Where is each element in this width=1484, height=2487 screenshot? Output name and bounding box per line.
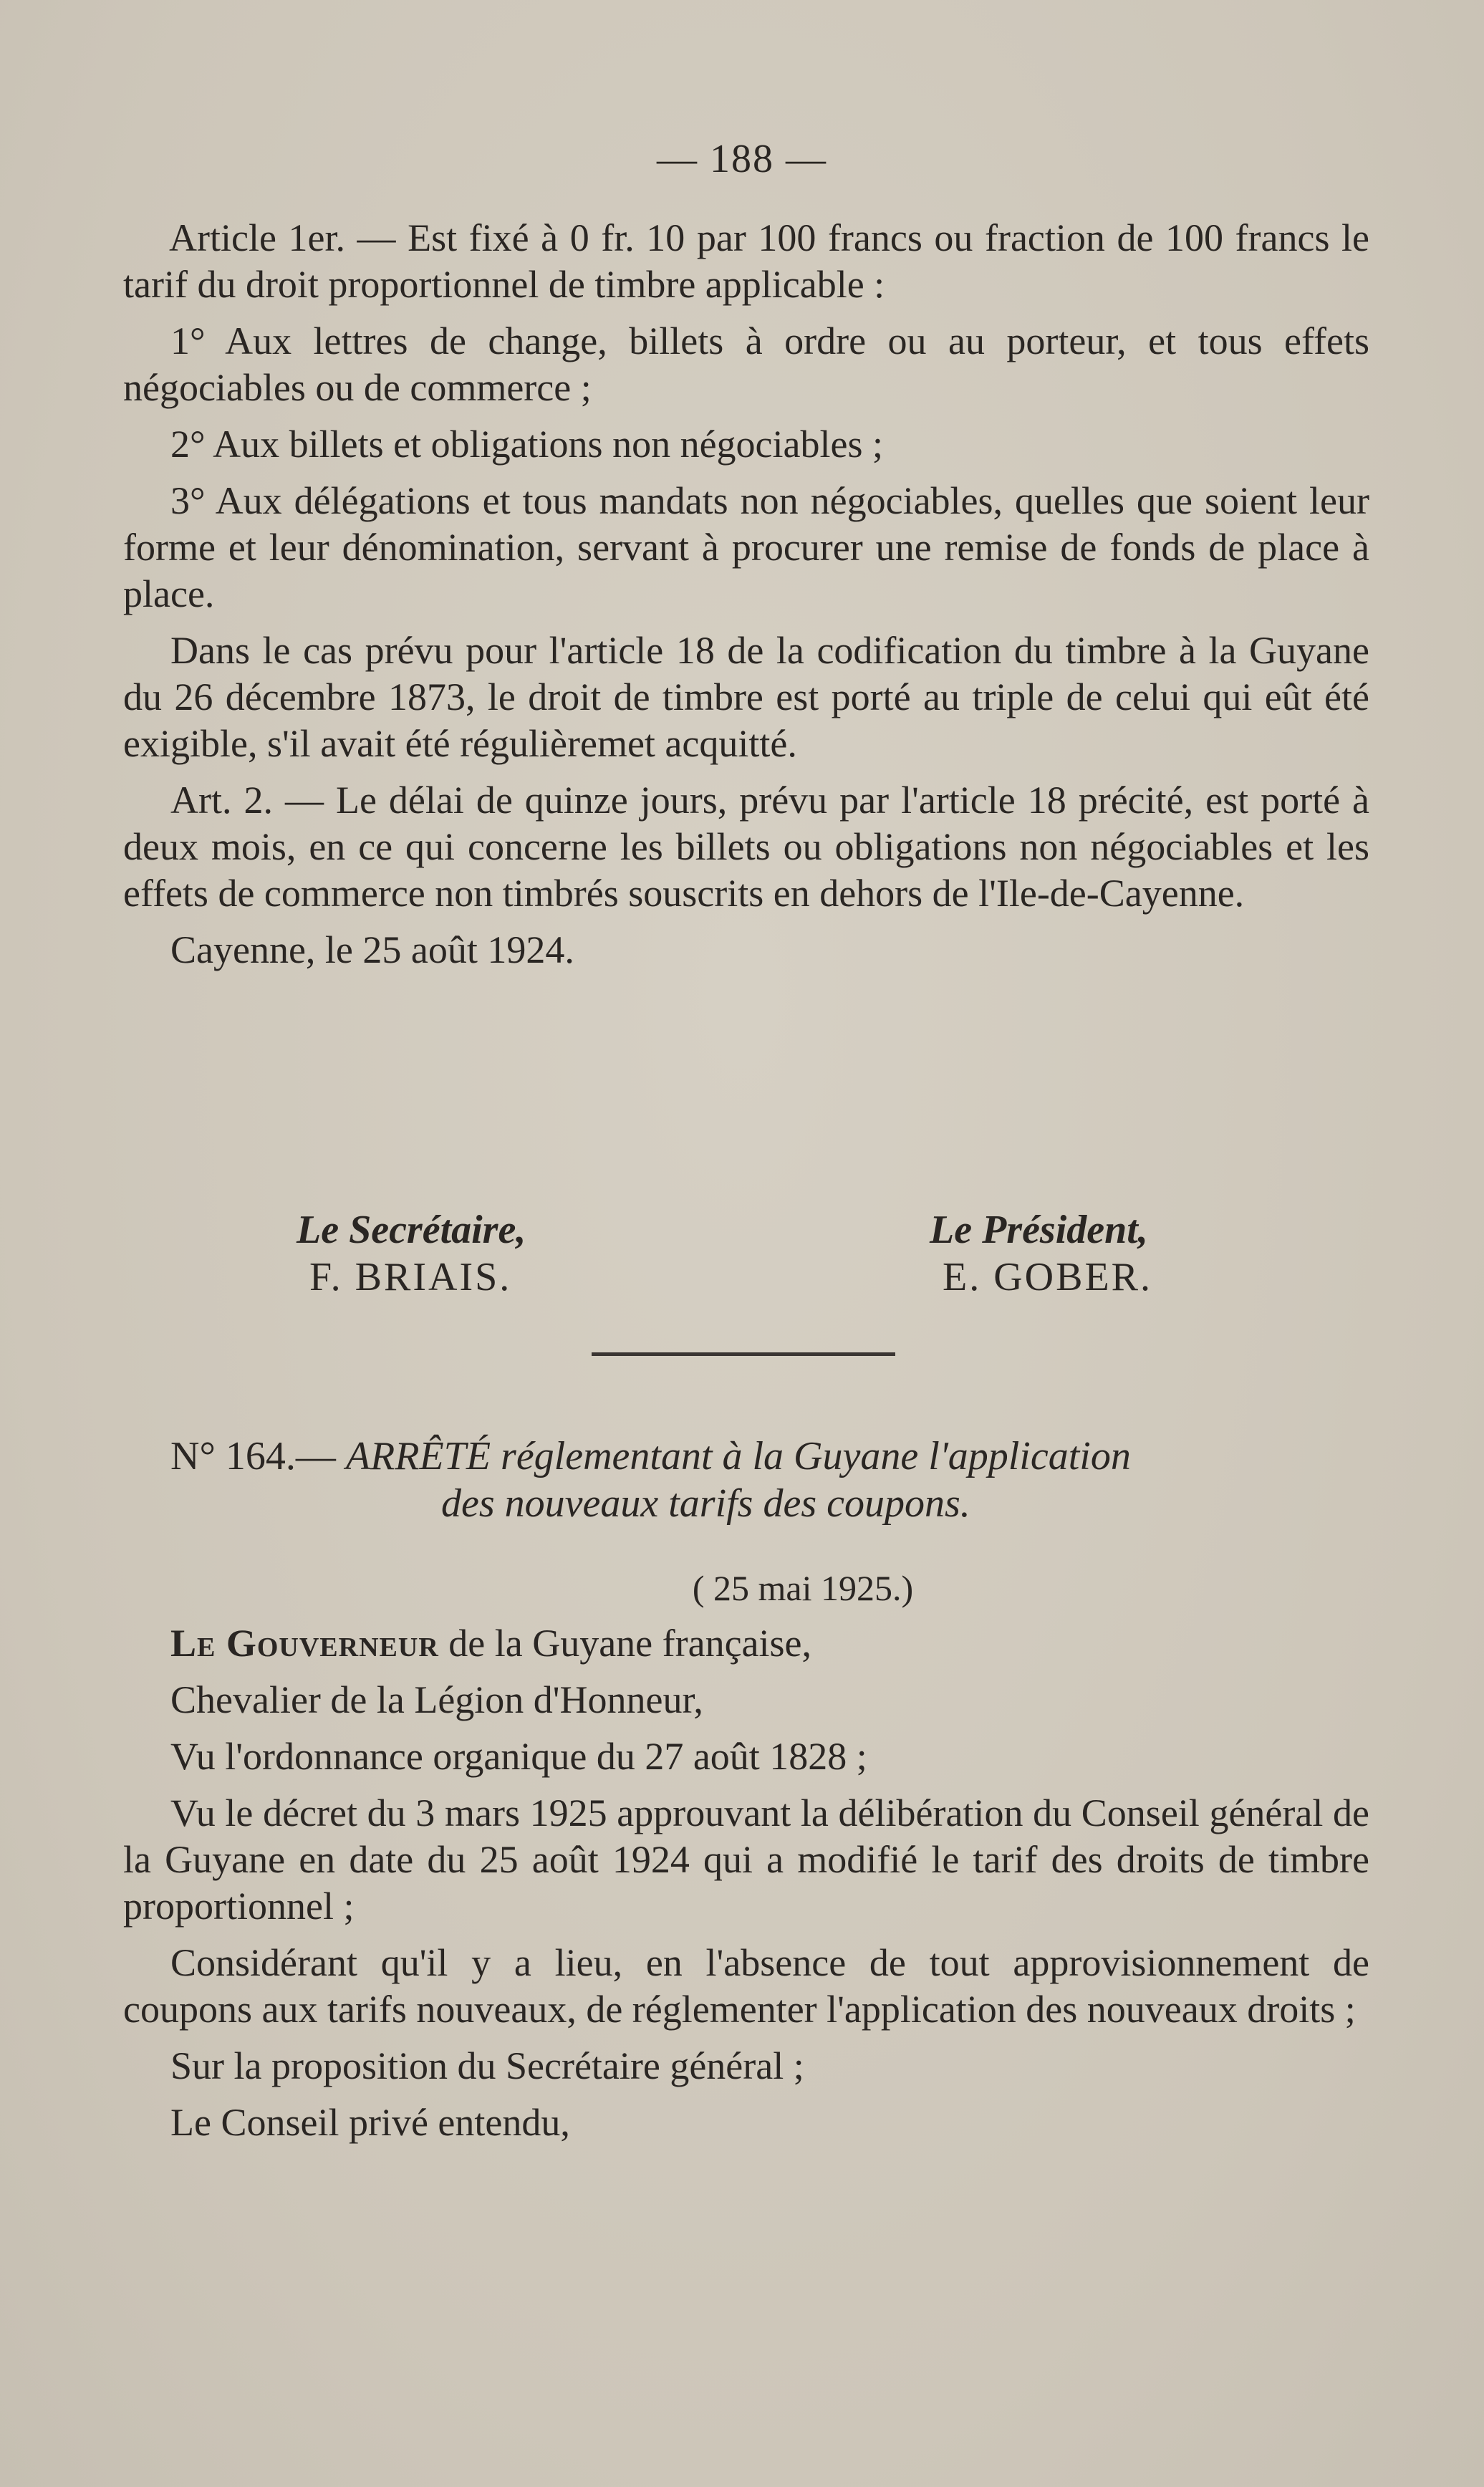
signature-secretary <box>297 1206 526 1301</box>
secretary-title: Le Secrétaire, <box>297 1208 526 1252</box>
article-1-item-3: 3° Aux délégations et tous mandats non négociables, quelles que soient leur forme et leur dénomination, servant à procurer une remise de fonds de place à place. <box>123 479 1369 615</box>
governor-rest: de la Guyane française, <box>438 1622 812 1665</box>
governor-line <box>123 1620 1369 1667</box>
page-number: — 188 — <box>657 137 827 181</box>
article-1-item-1: 1° Aux lettres de change, billets à ordre ou au porteur, et tous effets négociables ou de commerce ; <box>123 319 1369 409</box>
decree-title-line-1: ARRÊTÉ réglementant à la Guyane l'application <box>345 1434 1131 1478</box>
decree-heading <box>170 1433 1388 1527</box>
chevalier-line: Chevalier de la Légion d'Honneur, <box>170 1678 703 1721</box>
article-1-paragraph: Dans le cas prévu pour l'article 18 de la codification du timbre à la Guyane du 26 décembre 1873, le droit de timbre est porté au triple de celui qui eût été exigible, s'il avait été régulièremet acquitté. <box>123 629 1369 765</box>
proposition: Sur la proposition du Secrétaire général ; <box>170 2044 804 2087</box>
considerant: Considérant qu'il y a lieu, en l'absence de tout approvisionnement de coupons aux tarifs nouveaux, de réglementer l'application des nouveaux droits ; <box>123 1941 1369 2031</box>
article-1-item-2: 2° Aux billets et obligations non négociables ; <box>170 423 883 466</box>
signature-row <box>123 1206 1369 1307</box>
conseil-entendu: Le Conseil privé entendu, <box>170 2101 570 2144</box>
place-date: Cayenne, le 25 août 1924. <box>170 928 574 971</box>
decree-number: N° 164.— <box>170 1434 336 1478</box>
decree-title-line-2: des nouveaux tarifs des coupons. <box>441 1481 970 1526</box>
president-title: Le Président, <box>930 1208 1148 1252</box>
decree-body <box>123 1620 1369 2156</box>
article-1-block <box>123 215 1369 983</box>
vu-decret: Vu le décret du 3 mars 1925 approuvant la délibération du Conseil général de la Guyane en date du 25 août 1924 qui a modifié le tarif des droits de timbre proportionnel ; <box>123 1791 1369 1928</box>
secretary-name: F. BRIAIS. <box>309 1255 512 1299</box>
president-name: E. GOBER. <box>943 1255 1152 1299</box>
article-2: Art. 2. — Le délai de quinze jours, prévu par l'article 18 précité, est porté à deux mois, en ce qui concerne les billets ou obligations non négociables et les effets de commerce non timbrés souscrits en dehors de l'Ile-de-Cayenne. <box>123 779 1369 915</box>
article-1-intro: Article 1er. — Est fixé à 0 fr. 10 par 100 francs ou fraction de 100 francs le tarif du droit proportionnel de timbre applicable : <box>123 216 1369 306</box>
decree-date: ( 25 mai 1925.) <box>692 1568 914 1608</box>
governor-label: Le Gouverneur <box>170 1622 439 1665</box>
signature-president <box>930 1206 1152 1301</box>
section-divider <box>592 1352 895 1356</box>
vu-ordonnance: Vu l'ordonnance organique du 27 août 1828 ; <box>170 1735 867 1778</box>
